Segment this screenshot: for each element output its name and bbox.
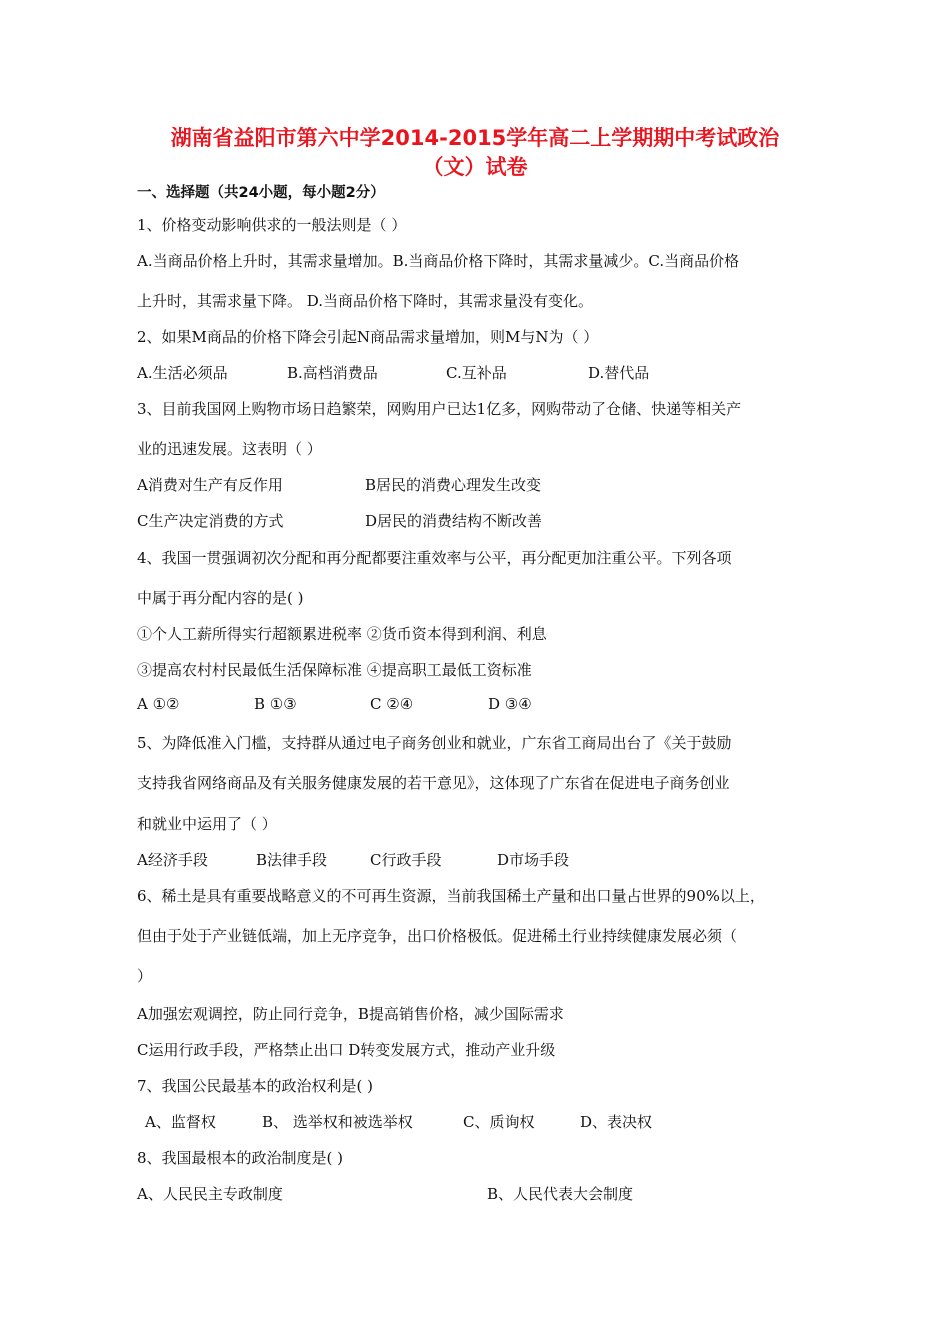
question-8-option-a: A、人民民主专政制度 [137,1185,283,1203]
question-4-items-line2: ③提高农村村民最低生活保障标准 ④提高职工最低工资标准 [137,661,532,679]
section-heading: 一、选择题（共24小题，每小题2分） [137,185,385,201]
question-7-stem: 7、我国公民最基本的政治权利是( ) [137,1077,374,1095]
question-4-items-line1: ①个人工薪所得实行超额累进税率 ②货币资本得到利润、利息 [137,625,547,643]
question-3-option-a: A消费对生产有反作用 [137,476,283,494]
question-5-option-d: D市场手段 [497,851,570,869]
question-4-option-d: D ③④ [488,695,532,713]
question-4-option-a: A ①② [137,695,180,713]
question-3-stem-line1: 3、目前我国网上购物市场日趋繁荣，网购用户已达1亿多，网购带动了仓储、快递等相关产 [137,400,742,418]
question-7-option-b: B、 选举权和被选举权 [262,1113,413,1131]
question-2-option-d: D.替代品 [588,364,650,382]
question-2-stem: 2、如果M商品的价格下降会引起N商品需求量增加，则M与N为（ ） [137,328,599,346]
question-4-option-b: B ①③ [254,695,297,713]
question-1-options-line1: A.当商品价格上升时，其需求量增加。B.当商品价格下降时，其需求量减少。C.当商品价格 [137,252,740,270]
question-4-stem-line2: 中属于再分配内容的是( ) [137,589,304,607]
question-5-stem-line2: 支持我省网络商品及有关服务健康发展的若干意见》，这体现了广东省在促进电子商务创业 [137,774,730,792]
question-5-stem-line1: 5、为降低准入门槛，支持群从通过电子商务创业和就业，广东省工商局出台了《关于鼓励 [137,734,732,752]
question-7-option-c: C、质询权 [463,1113,535,1131]
question-4-option-c: C ②④ [370,695,414,713]
question-5-option-b: B法律手段 [256,851,328,869]
question-8-option-b: B、人民代表大会制度 [487,1185,634,1203]
question-3-option-c: C生产决定消费的方式 [137,512,284,530]
question-2-option-b: B.高档消费品 [287,364,378,382]
question-4-stem-line1: 4、我国一贯强调初次分配和再分配都要注重效率与公平，再分配更加注重公平。下列各项 [137,549,732,567]
question-6-stem-line3: ） [137,967,153,985]
question-3-option-b: B居民的消费心理发生改变 [365,476,542,494]
exam-title-line2: （文）试卷 [422,155,528,179]
question-6-stem-line2: 但由于处于产业链低端，加上无序竞争，出口价格极低。促进稀土行业持续健康发展必须（ [137,927,738,945]
question-5-option-c: C行政手段 [370,851,442,869]
question-7-option-d: D、表决权 [580,1113,653,1131]
question-6-options-line1: A加强宏观调控，防止同行竞争，B提高销售价格，减少国际需求 [137,1005,564,1023]
question-3-option-d: D居民的消费结构不断改善 [365,512,543,530]
exam-title-line1: 湖南省益阳市第六中学2014-2015学年高二上学期期中考试政治 [170,126,780,150]
question-1-stem: 1、价格变动影响供求的一般法则是（ ） [137,216,407,234]
question-3-stem-line2: 业的迅速发展。这表明（ ） [137,440,322,458]
question-6-stem-line1: 6、稀土是具有重要战略意义的不可再生资源，当前我国稀土产量和出口量占世界的90%以上， [137,887,765,905]
question-8-stem: 8、我国最根本的政治制度是( ) [137,1149,344,1167]
question-2-option-a: A.生活必须品 [137,364,228,382]
question-2-option-c: C.互补品 [446,364,507,382]
question-1-options-line2: 上升时，其需求量下降。 D.当商品价格下降时，其需求量没有变化。 [137,292,594,310]
question-5-stem-line3: 和就业中运用了（ ） [137,815,277,833]
question-6-options-line2: C运用行政手段，严格禁止出口 D转变发展方式，推动产业升级 [137,1041,556,1059]
question-7-option-a: A、监督权 [145,1113,216,1131]
question-5-option-a: A经济手段 [137,851,208,869]
